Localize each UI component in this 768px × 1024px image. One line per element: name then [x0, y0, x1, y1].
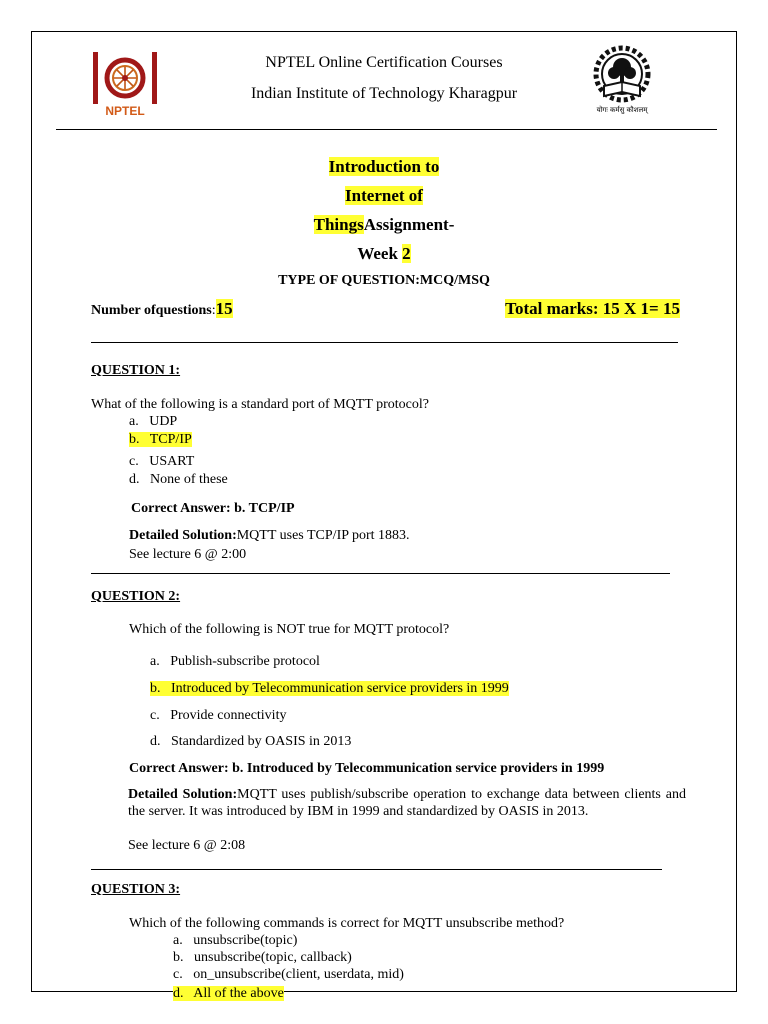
question-3-text: Which of the following commands is correct for MQTT unsubscribe method?: [129, 916, 565, 931]
question-2-see-lecture: See lecture 6 @ 2:08: [128, 838, 246, 853]
question-2-solution: Detailed Solution:MQTT uses publish/subscribe operation to exchange data between clients and the server. It was introduced by IBM in 1999 and standardized by OASIS in 2013.: [128, 787, 686, 819]
meta-rule: [91, 342, 678, 343]
question-1-option-d: d. None of these: [129, 472, 228, 487]
iit-kharagpur-logo: [590, 42, 654, 120]
question-2-option-a: a. Publish-subscribe protocol: [150, 654, 320, 669]
question-type: TYPE OF QUESTION:MCQ/MSQ: [278, 273, 490, 288]
title-line1: Introduction to: [328, 157, 440, 176]
header-line1: NPTEL Online Certification Courses: [265, 54, 503, 71]
question-1-rule: [91, 573, 670, 574]
question-3-heading: QUESTION 3:: [91, 882, 181, 897]
question-2-rule: [91, 869, 662, 870]
question-2-option-d: d. Standardized by OASIS in 2013: [150, 734, 352, 749]
question-1-answer: Correct Answer: b. TCP/IP: [131, 501, 295, 516]
question-3-option-b: b. unsubscribe(topic, callback): [173, 950, 352, 965]
header-line2: Indian Institute of Technology Kharagpur: [250, 85, 518, 102]
question-1-option-b: b. TCP/IP: [129, 432, 192, 447]
question-3-option-c: c. on_unsubscribe(client, userdata, mid): [173, 967, 404, 982]
question-2-heading: QUESTION 2:: [91, 589, 181, 604]
question-1-text: What of the following is a standard port of MQTT protocol?: [91, 397, 429, 412]
question-3-option-a: a. unsubscribe(topic): [173, 933, 298, 948]
question-2-answer: Correct Answer: b. Introduced by Telecommunication service providers in 1999: [129, 761, 605, 776]
question-2-option-c: c. Provide connectivity: [150, 708, 287, 723]
title-line3: ThingsAssignment-: [313, 215, 455, 234]
title-line2: Internet of: [345, 186, 423, 205]
number-of-questions: Number ofquestions:15: [91, 299, 233, 318]
question-1-option-a: a. UDP: [129, 414, 178, 429]
nptel-logo-text: NPTEL: [105, 104, 145, 118]
question-1-see-lecture: See lecture 6 @ 2:00: [129, 547, 247, 562]
question-2-text: Which of the following is NOT true for MQTT protocol?: [129, 622, 450, 637]
header-rule: [56, 129, 717, 130]
iit-logo-caption: योगः कर्मसु कौशलम्: [596, 106, 648, 114]
question-2-option-b: b. Introduced by Telecommunication service providers in 1999: [150, 681, 509, 696]
question-1-option-c: c. USART: [129, 454, 195, 469]
question-1-heading: QUESTION 1:: [91, 363, 181, 378]
title-line4: Week 2: [357, 244, 411, 263]
question-3-option-d: d. All of the above: [173, 986, 284, 1001]
question-1-solution: Detailed Solution:MQTT uses TCP/IP port 1883.: [129, 528, 410, 543]
total-marks: Total marks: 15 X 1= 15: [505, 299, 680, 318]
